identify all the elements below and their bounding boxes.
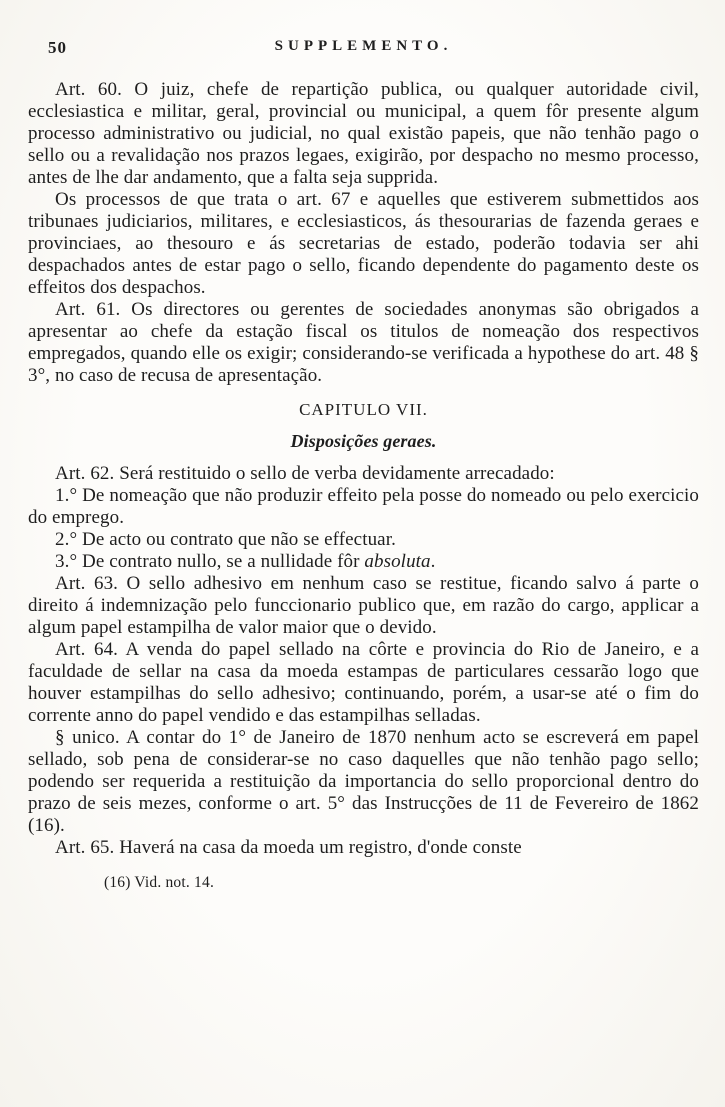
running-title: SUPPLEMENTO. [274, 38, 453, 54]
list-item-2: 2.° De acto ou contrato que não se effectuar. [55, 529, 396, 550]
paragraph-art-64: Art. 64. A venda do papel sellado na côrte e provincia do Rio de Janeiro, e a faculdade de sellar na casa da moeda estampas de particulares cessarão logo que houver estampilhas do sello adhesivo; continuando, porém, a usar-se até o fim do corrente anno do papel vendido e das estampilhas selladas. [28, 639, 699, 726]
list-item-3 [28, 551, 699, 573]
paragraph-art-63: Art. 63. O sello adhesivo em nenhum caso se restitue, ficando salvo á parte o direito á indemnização pelo funccionario publico que, em razão do cargo, applicar a algum papel estampilha de valor maior que o devido. [28, 573, 699, 638]
page-number: 50 [48, 38, 67, 57]
paragraph-par-unico: § unico. A contar do 1° de Janeiro de 1870 nenhum acto se escreverá em papel sellado, sob pena de considerar-se no caso daquelles que não tenhão pago sello; podendo ser requerida a restituição da importancia do sello proporcional dentro do prazo de seis mezes, conforme o art. 5° das Instrucções de 11 de Fevereiro de 1862 (16). [28, 727, 699, 836]
footnote: (16) Vid. not. 14. [104, 874, 215, 891]
list-item-3-emphasis: absoluta [364, 551, 431, 572]
paragraph-art-60: Art. 60. O juiz, chefe de repartição publica, ou qualquer autoridade civil, ecclesiastica e militar, geral, provincial ou municipal, a quem fôr presente algum processo administrativo ou judicial, no qual existão papeis, que não tenhão pago o sello ou a revalidação nos prazos legaes, exigirão, por despacho no mesmo processo, antes de lhe dar andamento, que a falta seja supprida. [28, 79, 699, 188]
paragraph-art-65: Art. 65. Haverá na casa da moeda um registro, d'onde conste [55, 837, 522, 858]
paragraph-art-62: Art. 62. Será restituido o sello de verba devidamente arrecadado: [55, 463, 555, 484]
list-item-3-period: . [430, 551, 436, 572]
page-header [28, 38, 699, 62]
document-body [28, 79, 699, 859]
paragraph-art-61: Art. 61. Os directores ou gerentes de sociedades anonymas são obrigados a apresentar ao chefe da estação fiscal os titulos de nomeação dos respectivos empregados, quando elle os exigir; considerando-se verificada a hypothese do art. 48 § 3°, no caso de recusa de apresentação. [28, 299, 699, 386]
section-title: Disposições geraes. [290, 431, 437, 451]
list-item-1: 1.° De nomeação que não produzir effeito pela posse do nomeado ou pelo exercicio do emprego. [28, 485, 699, 528]
list-item-3-text: 3.° De contrato nullo, se a nullidade fôr [55, 551, 365, 572]
chapter-heading: CAPITULO VII. [299, 400, 428, 419]
paragraph-processos: Os processos de que trata o art. 67 e aquelles que estiverem submettidos aos tribunaes judiciarios, militares, e ecclesiasticos, ás thesourarias de fazenda geraes e provinciaes, ao thesouro e ás secretarias de estado, poderão todavia ser ahi despachados antes de estar pago o sello, ficando dependente do pagamento deste os effeitos dos despachos. [28, 189, 699, 298]
